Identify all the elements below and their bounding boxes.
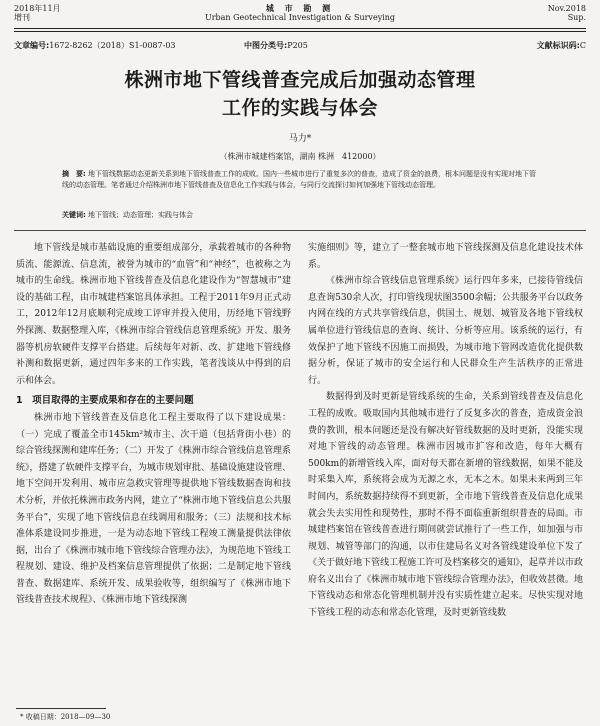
paragraph: 数据得到及时更新是管线系统的生命，关系到管线普查及信息化工程的成败。吸取国内其他城市进行了反复多次的普查，造成资金浪费的教训，根本问题还是没有解决好管线数据的及时更新，没能实现对地下管线的动态管理。株洲市因城市扩容和改造，每年大概有500km的新增管线入库，面对每天都在新增的管线数据，如果不能及时采集入库，系统将会成为无源之水，无本之木。如果未来两到三年时间内，系统数据持续得不到更新，全市地下管线普查及信息化成果就会失去实用性和现势性，那时不得不面临重新组织普查的局面。市城建档案馆在管线普查进行期间就尝试推行了一些工作，如加强与市规划、城管等部门的沟通，以市住建局名义对各管线建设单位下发了《关于做好地下管线工程施工许可及档案移交的通知》，起草并以市政府名义出台了《株洲市城市地下管线综合管理办法》，但收效甚微。地下管线动态和常态化管理机制并没有实质性建立起来。尽快实现对地下管线工程的动态和常态化管理，及时更新管线数 [308, 392, 583, 619]
title-line-2: 工作的实践与体会 [221, 97, 378, 119]
author-name: 马力* [288, 134, 312, 144]
abstract-label: 摘 要: [62, 170, 86, 178]
clc-number: 中图分类号:P205 [244, 41, 308, 50]
issue-month: 2018年11月 [14, 4, 61, 13]
keywords-text: 地下管线；动态管理；实践与体会 [88, 211, 194, 219]
abstract-divider [14, 230, 586, 231]
issue-date-en [548, 4, 586, 22]
header-rule-thin [14, 31, 586, 32]
keywords-label: 关键词: [62, 211, 86, 219]
journal-name [14, 4, 586, 22]
article-number: 文章编号:1672-8262（2018）S1-0087-03 [14, 41, 176, 50]
paragraph: 实施细则》等，建立了一整套城市地下管线探测及信息化建设技术体系。 [308, 243, 583, 270]
document-code: 文献标识码:C [536, 41, 586, 50]
title-line-1: 株洲市地下管线普查完成后加强动态管理 [124, 69, 476, 91]
footnote: * 收稿日期：2018—09—30 [20, 713, 111, 721]
paragraph: 地下管线是城市基础设施的重要组成部分，承载着城市的各种物质流、能源流、信息流，被誉为城市的“血管”和“神经”，也被称之为城市的生命线。株洲市地下管线普查及信息化建设作为“智慧城市”建设的基础工程，由市城建档案馆具体承担。工程于2011年9月正式动工，2012年12月底顺利完成竣工评审并投入使用，历经地下管线野外探测、数据整理入库，《株洲市综合管线信息管理系统》开发、服务器等机房软硬件支撑平台搭建。后续每年对新、改、扩建地下管线修补测和数据更新，通过四年多来的工作实践，笔者浅谈从中得到的启示和体会。 [16, 243, 291, 386]
section-heading: 1 项目取得的主要成果和存在的主要问题 [16, 395, 194, 407]
footnote-rule [16, 708, 106, 709]
header-rule-thick [14, 28, 586, 29]
running-header [14, 4, 586, 26]
paragraph: 《株洲市综合管线信息管理系统》运行四年多来，已接待管线信息查询530余人次，打印管线现状图3500余幅；公共服务平台以政务内网在线的方式共享管线信息，供国土、规划、城管及各地下管线权属单位进行管线信息的查询、统计、分析等应用。该系统的运行，有效保护了地下管线不因施工而损毁，为城市地下管网改造优化提供数据分析，保证了城市的安全运行和人民群众生产生活秩序的正常进行。 [308, 276, 583, 386]
body-column-right [308, 240, 583, 622]
body-column-left [16, 240, 291, 609]
issue-supplement: 增刊 [14, 13, 30, 22]
paragraph: 株洲市地下管线普查及信息化工程主要取得了以下建设成果：（一）完成了覆盖全市145km²城市主、次干道（包括背街小巷）的综合管线探测和建库任务；（二）开发了《株洲市综合管线信息管理系统》，搭建了软硬件支撑平台，为城市规划审批、基础设施建设管理、地下空间开发利用、城市应急救灾管理等提供地下管线数据查询和技术分析，并依托株洲市政务内网，建立了“株洲市地下管线信息公共服务平台”，实现了地下管线信息在线调用和服务；（三）法规和技术标准体系建设同步推进，一是为动态地下管线工程竣工测量提供法律依据，出台了《株洲市城市地下管线综合管理办法》，为规范地下管线工程规划、建设、维护及档案信息管理提供了依据；二是制定地下管线普查、数据建库、系统开发、成果验收等，组织编写了《株洲市地下管线普查技术规程》、《株洲市地下管线探测 [16, 412, 291, 606]
journal-name-en: Urban Geotechnical Investigation & Surveying [204, 13, 396, 22]
article-title [0, 66, 600, 122]
abstract-text: 地下管线数据动态更新关系到地下管线普查工作的成败。国内一些城市进行了重复多次的普查，造成了资金的浪费，根本问题是没有实现对地下管线的动态管理。笔者通过介绍株洲市地下管线普查及信息化工作实践与体会，与同行交流探讨如何加强地下管线动态管理。 [62, 170, 537, 189]
abstract [62, 169, 538, 191]
author-affiliation: （株洲市城建档案馆，湖南 株洲 412000） [219, 152, 381, 161]
issue-supplement-en: Sup. [567, 13, 586, 22]
journal-name-cn: 城 市 勘 测 [265, 3, 335, 13]
issue-month-en: Nov.2018 [547, 4, 586, 13]
article-meta [14, 40, 586, 52]
keywords [62, 210, 538, 220]
